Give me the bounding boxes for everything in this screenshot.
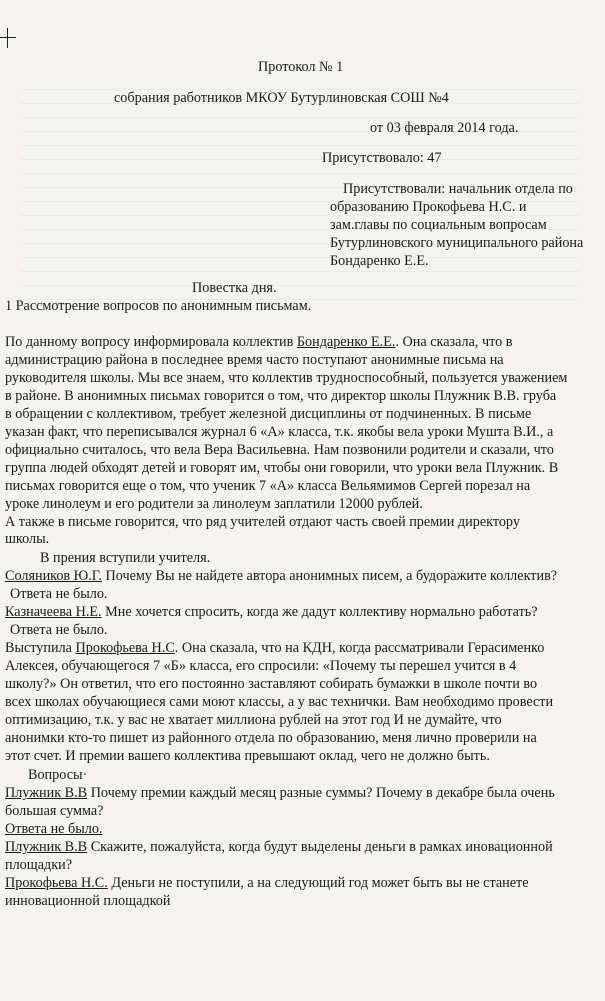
paragraph-line: руководителя школы. Мы все знаем, что коллектив трудноспособный, пользуется уважением [5, 370, 568, 386]
paragraph-line: уроке линолеум и его родители за линолеум заплатили 12000 рублей. [5, 496, 423, 512]
paragraph-line: в обращении с коллективом, требует железной дисциплины от подчиненных. В письме [5, 406, 532, 422]
paragraph-line: официально считалось, что вела Вера Васильевна. Нам позвонили родители и сказали, что [5, 442, 554, 458]
speaker-name: Прокофьева Н.С [75, 640, 175, 656]
question-line: инновационной площадкой [5, 893, 171, 909]
paragraph-line: этот счет. И премии вашего коллектива превышают оклад, чего не должно быть. [5, 748, 490, 764]
no-answer: Ответа не было. [10, 622, 108, 638]
paragraph-line: оптимизацию, т.к. у вас не хватает миллиона рублей на этот год И не думайте, что [5, 712, 502, 728]
debate-intro: В прения вступили учителя. [40, 550, 211, 566]
paragraph-line: Алексея, обучающегося 7 «Б» класса, его спросили: «Почему ты перешел учится в 4 [5, 658, 517, 674]
speaker-name: Соляников Ю.Г. [5, 568, 102, 584]
paragraph-line: Выступила Прокофьева Н.С. Она сказала, что на КДН, когда рассматривали Герасименко [5, 640, 545, 656]
question-line: Прокофьева Н.С. Деньги не поступили, а на следующий год может быть вы не станете [5, 875, 529, 891]
agenda-item: 1 Рассмотрение вопросов по анонимным письмам. [5, 298, 312, 314]
paragraph-line: указан факт, что переписывался журнал 6 «А» класса, т.к. якобы вела уроки Мушта В.И., а [5, 424, 554, 440]
protocol-subtitle: собрания работников МКОУ Бутурлиновская СОШ №4 [114, 90, 449, 106]
question-line: Соляников Ю.Г. Почему Вы не найдете автора анонимных писем, а будоражите коллектив? [5, 568, 558, 584]
protocol-date: от 03 февраля 2014 года. [370, 120, 519, 136]
agenda-title: Повестка дня. [192, 280, 277, 296]
paragraph-line: всех школах обучающиеся сами моют классы, а у вас технички. Вам необходимо провести [5, 694, 554, 710]
paragraph-line: письмах говорится еще о том, что ученик 7 «А» класса Вельямимов Сергей порезал на [5, 478, 531, 494]
no-answer: Ответа не было. [5, 821, 103, 837]
paragraph-line: в районе. В анонимных письмах говорится о том, что директор школы Плужник В.В. груба [5, 388, 557, 404]
paragraph-line: анонимки кто-то пишет из районного отдела по образованию, меня лично проверили на [5, 730, 537, 746]
question-line: большая сумма? [5, 803, 104, 819]
attendees-line: Присутствовали: начальник отдела по [343, 181, 573, 197]
paragraph-line: По данному вопросу информировала коллектив Бондаренко Е.Е.. Она сказала, что в [5, 334, 513, 350]
present-count: Присутствовало: 47 [322, 150, 442, 166]
speaker-name: Прокофьева Н.С. [5, 875, 108, 891]
speaker-name: Бондаренко Е.Е. [296, 334, 396, 350]
paragraph-line: А также в письме говорится, что ряд учителей отдают часть своей премии директору [5, 514, 520, 530]
protocol-title: Протокол № 1 [258, 59, 344, 75]
paragraph-line: администрацию района в последнее время часто поступают анонимные письма на [5, 352, 504, 368]
attendees-line: Бондаренко Е.Е. [330, 253, 429, 269]
attendees-line: зам.главы по социальным вопросам [330, 217, 547, 233]
speaker-name: Плужник В.В [5, 785, 88, 801]
crosshair-mark [0, 28, 16, 48]
speaker-name: Плужник В.В [5, 839, 88, 855]
no-answer: Ответа не было. [10, 586, 108, 602]
attendees-line: Бутурлиновского муниципального района [330, 235, 584, 251]
paragraph-line: школы. [5, 531, 50, 547]
question-line: Плужник В.В Почему премии каждый месяц разные суммы? Почему в декабре была очень [5, 785, 555, 801]
paragraph-line: школу?» Он ответил, что его постоянно заставляют собирать бумажки в школе почти во [5, 676, 538, 692]
question-line: площадки? [5, 857, 72, 873]
questions-label: Вопросы· [28, 767, 88, 783]
question-line: Плужник В.В Скажите, пожалуйста, когда будут выделены деньги в рамках иновационной [5, 839, 553, 855]
question-line: Казначеева Н.Е. Мне хочется спросить, когда же дадут коллективу нормально работать? [5, 604, 538, 620]
attendees-line: образованию Прокофьева Н.С. и [330, 199, 527, 215]
paragraph-line: группа людей обходят детей и говорят им, чтобы они говорили, что уроки вела Плужник. В [5, 460, 559, 476]
speaker-name: Казначеева Н.Е. [5, 604, 102, 620]
